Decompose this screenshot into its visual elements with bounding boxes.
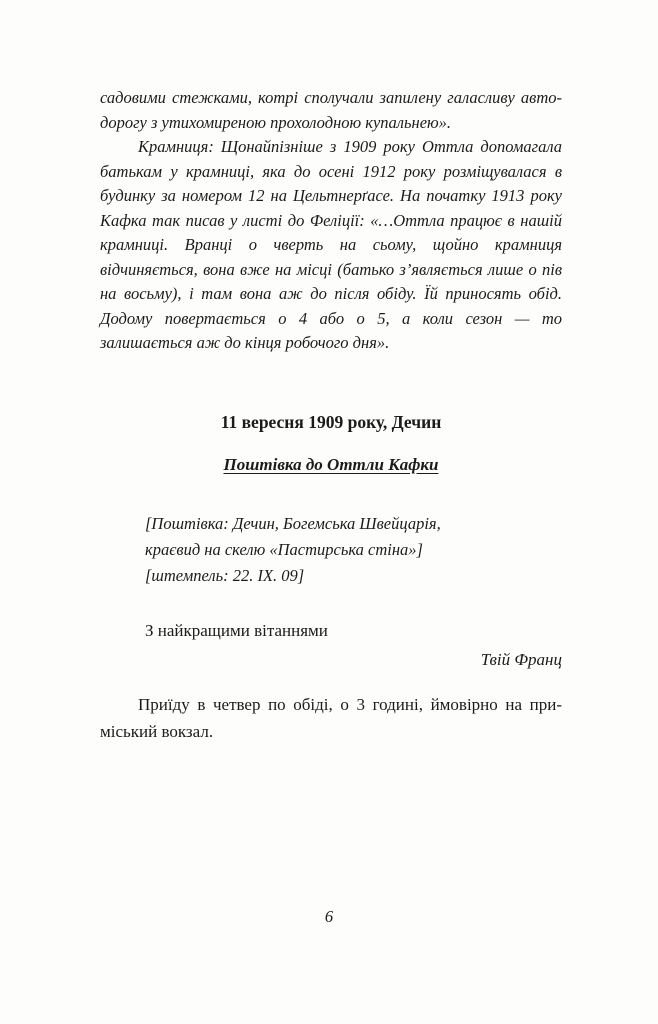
commentary-paragraph-shop-note: Крамниця: Щонайпізніше з 1909 року Оттла допомагала батькам у крамниці, яка до осені 1912 року розміщувалася в будинку за номером 12 на Цельтнерґасе. На початку 1913 року Кафка так писав у листі до Феліції: «…Оттла працює в нашій крамниці. Вранці о чверть на сьому, щойно крамниця відчиняється, вона вже на місці (батько з’являється лише о пів на восьму), і там вона аж до після обіду. Їй приносять обід. Додому повертається о 4 або о 5, а коли сезон — то залишається аж до кінця робочого дня». [100,137,562,352]
postcard-note-line-1: [Поштівка: Дечин, Богемська Швейцарія, [145,514,441,533]
commentary-paragraph-continuation: садовими стежками, котрі сполучали запилену галасливу автодорогу з утихомиреною прохолодною купальнею». [100,88,562,132]
postmark-note-line: [штемпель: 22. IX. 09] [145,566,305,585]
page-number: 6 [324,907,334,926]
postcard-notes-block [145,511,441,589]
letter-signature: Твій Франц [480,650,562,669]
letter-date-heading: 11 вересня 1909 року, Дечин [220,412,442,432]
letter-greeting: З найкращими вітаннями [145,621,328,640]
commentary-block [100,86,562,356]
postcard-note-line-2: краєвид на скелю «Пастирська стіна»] [145,540,423,559]
letter-subtitle: Поштівка до Оттли Кафки [223,455,439,474]
letter-body-paragraph: Приїду в четвер по обіді, о 3 годині, ймовірно на приміський вокзал. [100,695,562,741]
